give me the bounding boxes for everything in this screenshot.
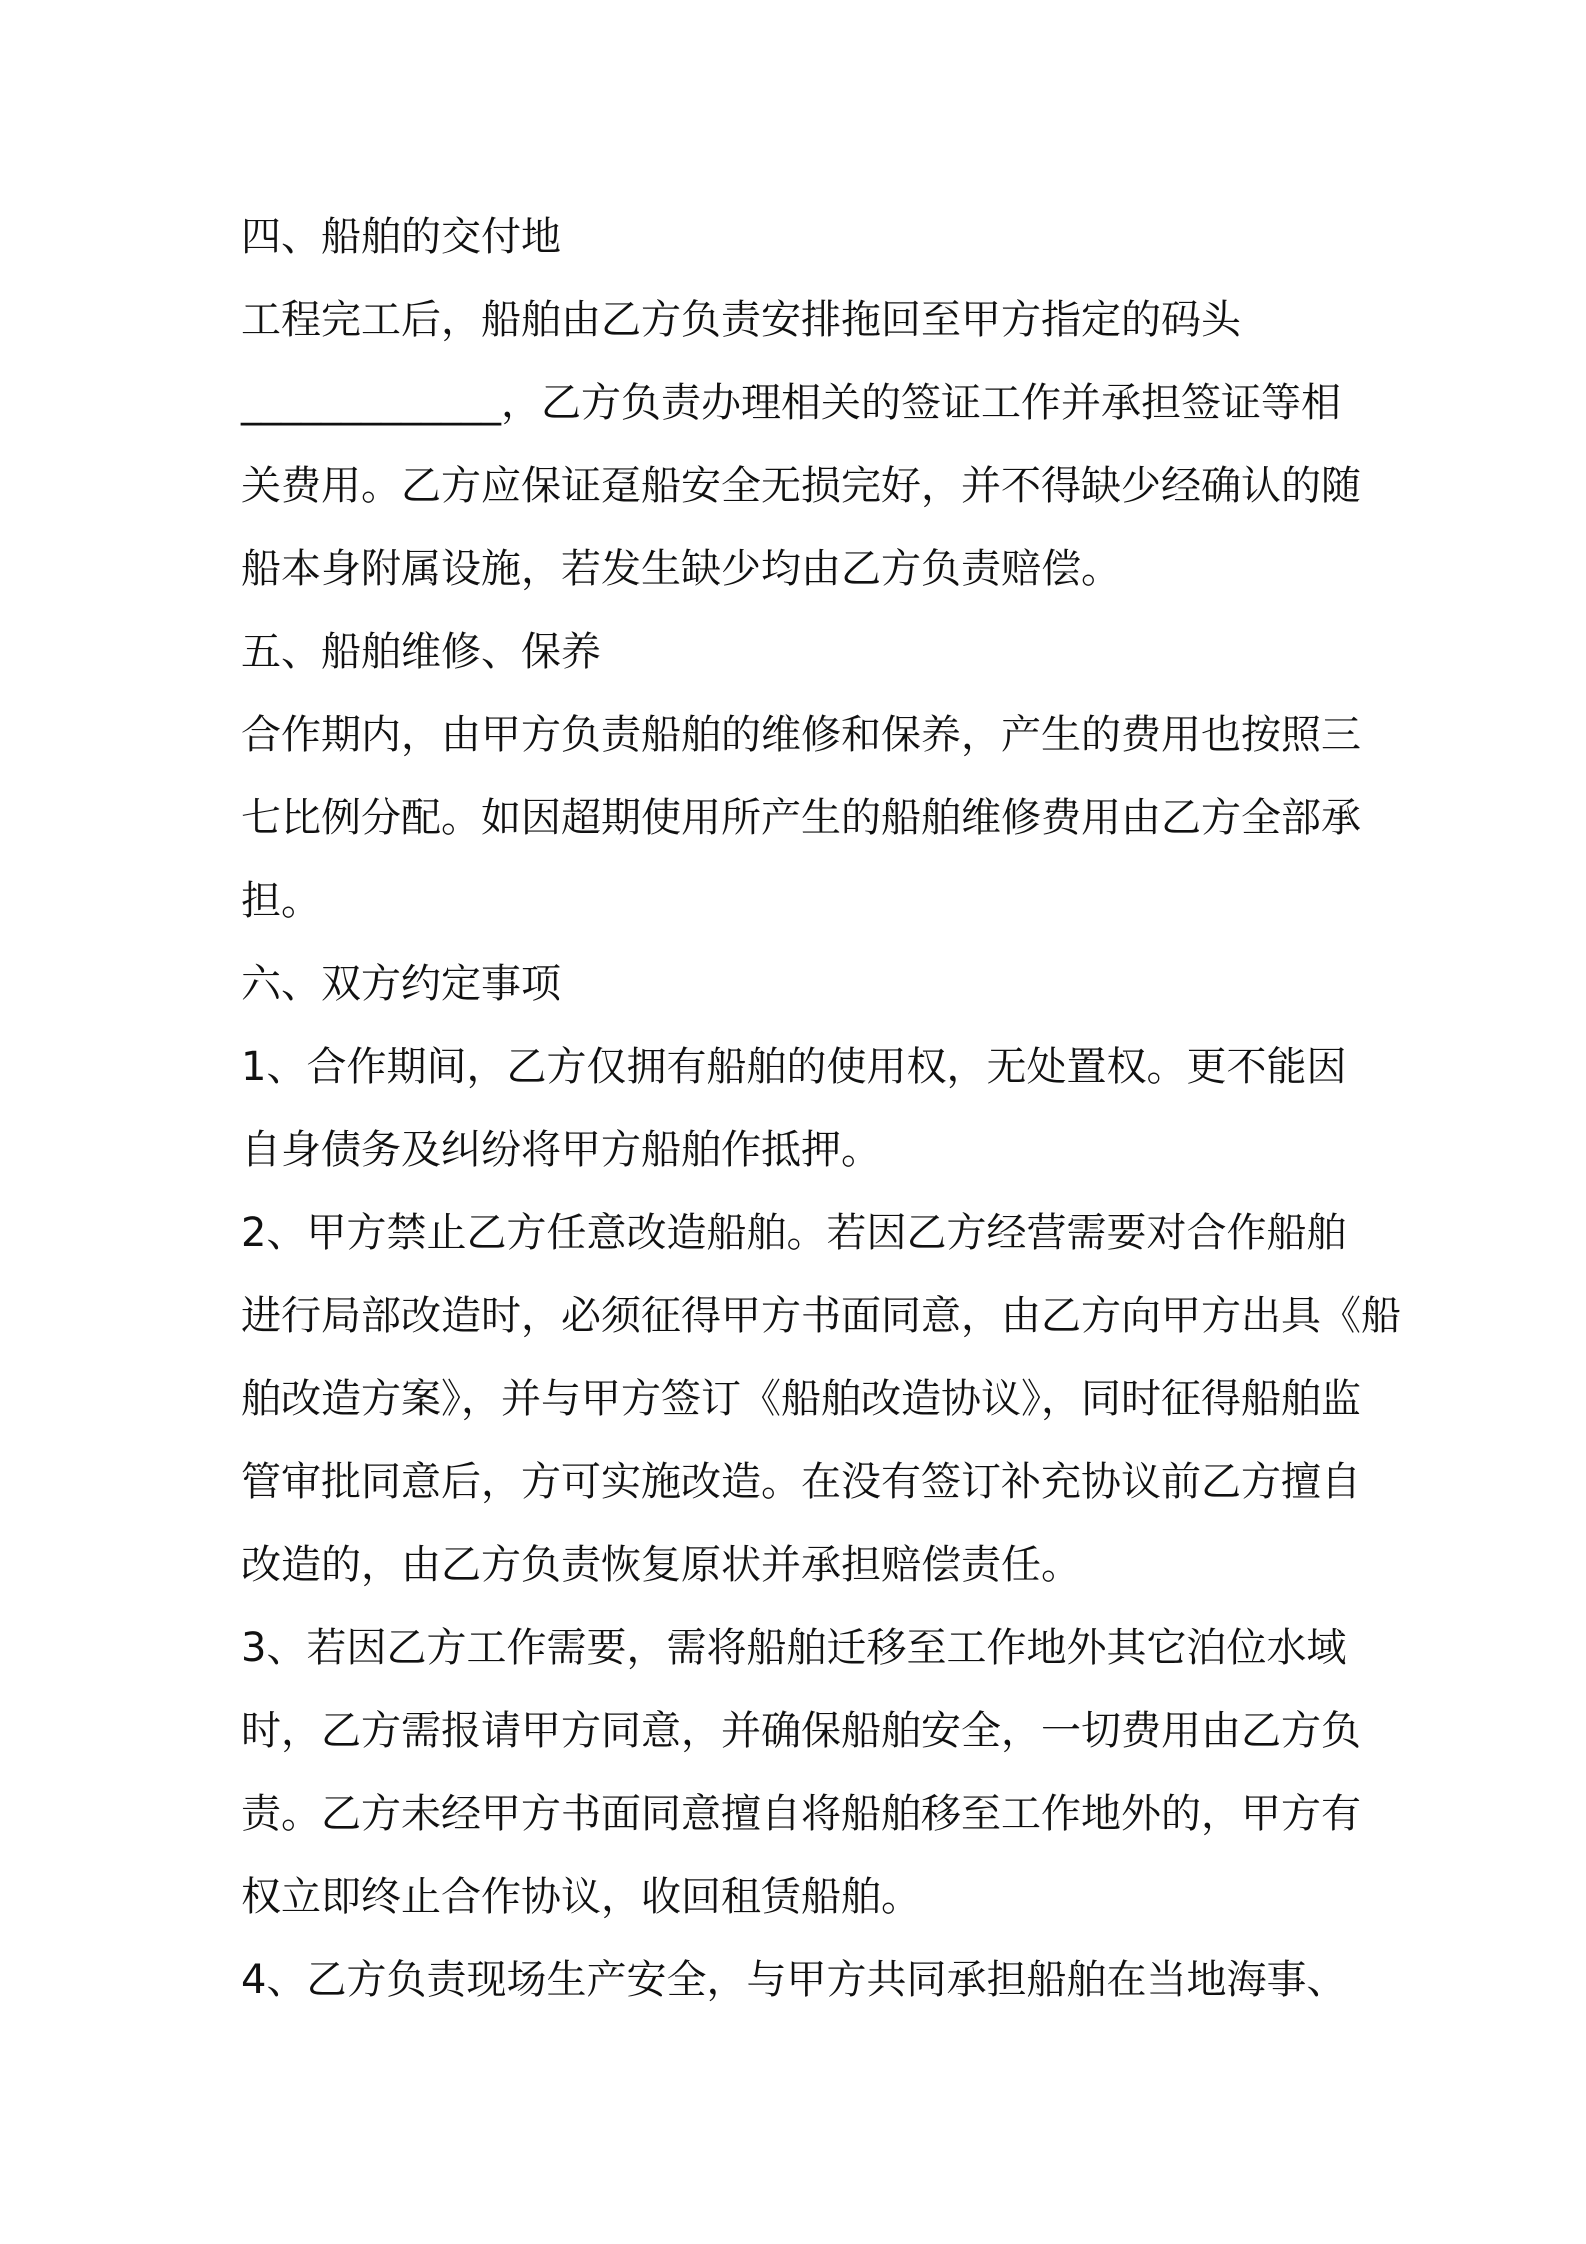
paragraph-line: 七比例分配。如因超期使用所产生的船舶维修费用由乙方全部承 bbox=[241, 795, 1361, 841]
paragraph-line: 合作期内，由甲方负责船舶的维修和保养，产生的费用也按照三 bbox=[241, 712, 1361, 758]
clause-line: 2、甲方禁止乙方任意改造船舶。若因乙方经营需要对合作船舶 bbox=[241, 1210, 1347, 1256]
section-heading-delivery: 四、船舶的交付地 bbox=[241, 214, 561, 260]
paragraph-line: _____________，乙方负责办理相关的签证工作并承担签证等相 bbox=[241, 380, 1341, 426]
clause-line: 责。乙方未经甲方书面同意擅自将船舶移至工作地外的，甲方有 bbox=[241, 1791, 1361, 1837]
clause-line: 进行局部改造时，必须征得甲方书面同意，由乙方向甲方出具《船 bbox=[241, 1293, 1401, 1339]
section-heading-agreed-matters: 六、双方约定事项 bbox=[241, 961, 561, 1007]
clause-line: 舶改造方案》，并与甲方签订《船舶改造协议》，同时征得船舶监 bbox=[241, 1376, 1361, 1422]
document-page bbox=[241, 196, 1401, 2022]
clause-line: 权立即终止合作协议，收回租赁船舶。 bbox=[241, 1874, 921, 1920]
paragraph-line: 船本身附属设施，若发生缺少均由乙方负责赔偿。 bbox=[241, 546, 1121, 592]
paragraph-line: 工程完工后，船舶由乙方负责安排拖回至甲方指定的码头 bbox=[241, 297, 1241, 343]
clause-line: 管审批同意后，方可实施改造。在没有签订补充协议前乙方擅自 bbox=[241, 1459, 1361, 1505]
clause-line: 4、乙方负责现场生产安全，与甲方共同承担船舶在当地海事、 bbox=[241, 1957, 1347, 2003]
clause-line: 时，乙方需报请甲方同意，并确保船舶安全，一切费用由乙方负 bbox=[241, 1708, 1361, 1754]
clause-line: 改造的，由乙方负责恢复原状并承担赔偿责任。 bbox=[241, 1542, 1081, 1588]
clause-line: 1、合作期间，乙方仅拥有船舶的使用权，无处置权。更不能因 bbox=[241, 1044, 1347, 1090]
clause-line: 3、若因乙方工作需要，需将船舶迁移至工作地外其它泊位水域 bbox=[241, 1625, 1347, 1671]
paragraph-line: 担。 bbox=[241, 878, 321, 924]
paragraph-line: 关费用。乙方应保证趸船安全无损完好，并不得缺少经确认的随 bbox=[241, 463, 1361, 509]
section-heading-maintenance: 五、船舶维修、保养 bbox=[241, 629, 601, 675]
clause-line: 自身债务及纠纷将甲方船舶作抵押。 bbox=[241, 1127, 881, 1173]
